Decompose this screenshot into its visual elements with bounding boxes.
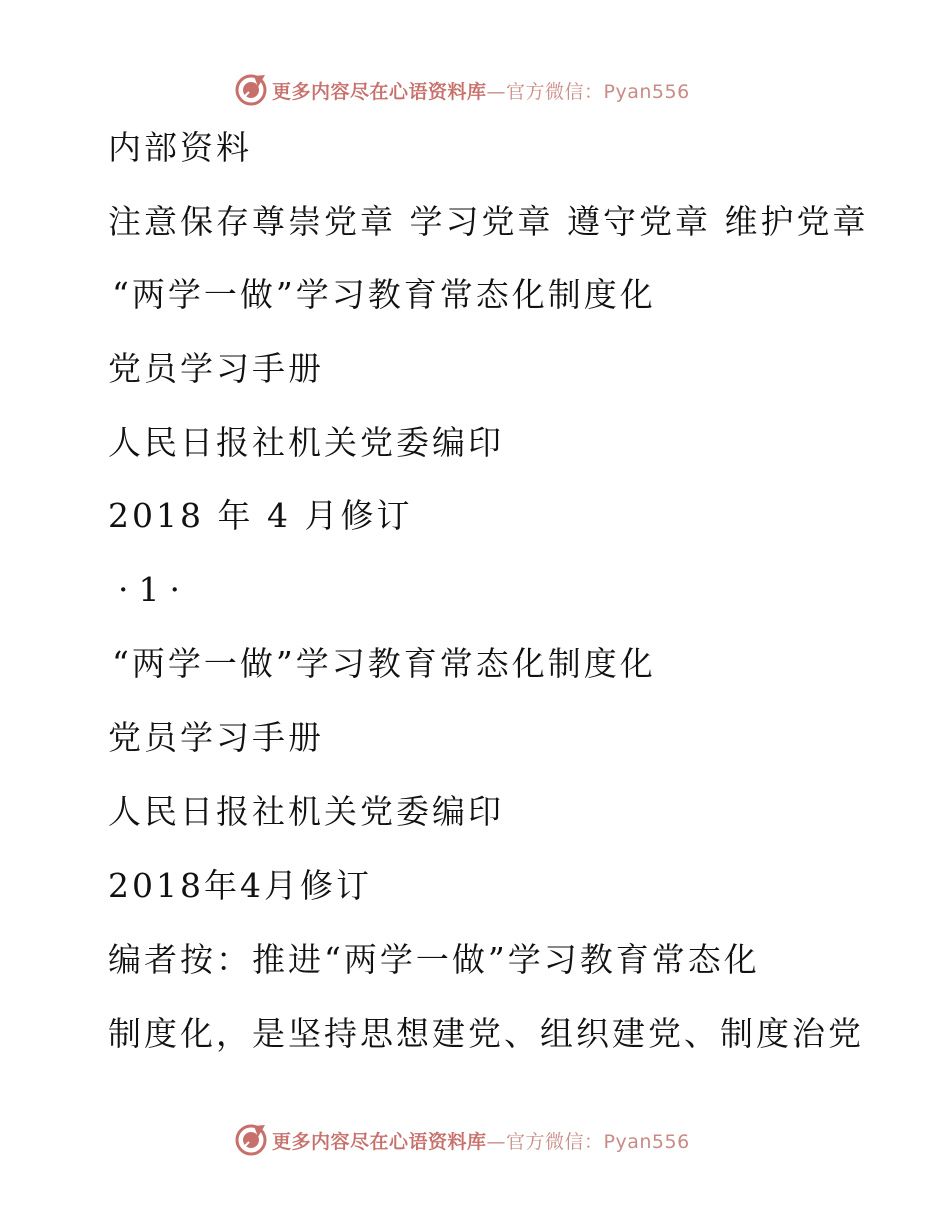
doc-line-revision-date-repeat: 2018年4月修订 — [108, 866, 372, 905]
doc-line-publisher-repeat: 人民日报社机关党委编印 — [108, 792, 504, 831]
doc-line-manual-name-repeat: 党员学习手册 — [108, 718, 324, 757]
watermark-text — [272, 77, 690, 104]
doc-line-editor-note: 编者按：推进“两学一做”学习教育常态化 — [108, 940, 760, 979]
watermark-contact: —官方微信：Pyan556 — [486, 80, 690, 103]
watermark-text — [272, 1127, 690, 1154]
doc-line-party-constitution-notice: 注意保存尊崇党章 学习党章 遵守党章 维护党章 — [108, 202, 869, 241]
doc-line-revision-date: 2018 年 4 月修订 — [108, 496, 413, 535]
footer-watermark — [234, 1122, 754, 1158]
doc-line-publisher: 人民日报社机关党委编印 — [108, 423, 504, 462]
pen-seal-icon — [234, 1123, 268, 1157]
pen-seal-icon — [234, 73, 268, 107]
doc-line-title: “两学一做”学习教育常态化制度化 — [112, 275, 656, 314]
watermark-contact: —官方微信：Pyan556 — [486, 1130, 690, 1153]
page-number: ·1· — [118, 570, 190, 609]
header-watermark — [234, 72, 754, 108]
watermark-brand: 更多内容尽在心语资料库 — [272, 1130, 487, 1153]
watermark-brand: 更多内容尽在心语资料库 — [272, 80, 487, 103]
doc-line-title-repeat: “两学一做”学习教育常态化制度化 — [112, 644, 656, 683]
doc-line-editor-note-cont: 制度化，是坚持思想建党、组织建党、制度治党 — [108, 1014, 864, 1053]
doc-line-manual-name: 党员学习手册 — [108, 349, 324, 388]
doc-line-internal-material: 内部资料 — [108, 128, 252, 167]
